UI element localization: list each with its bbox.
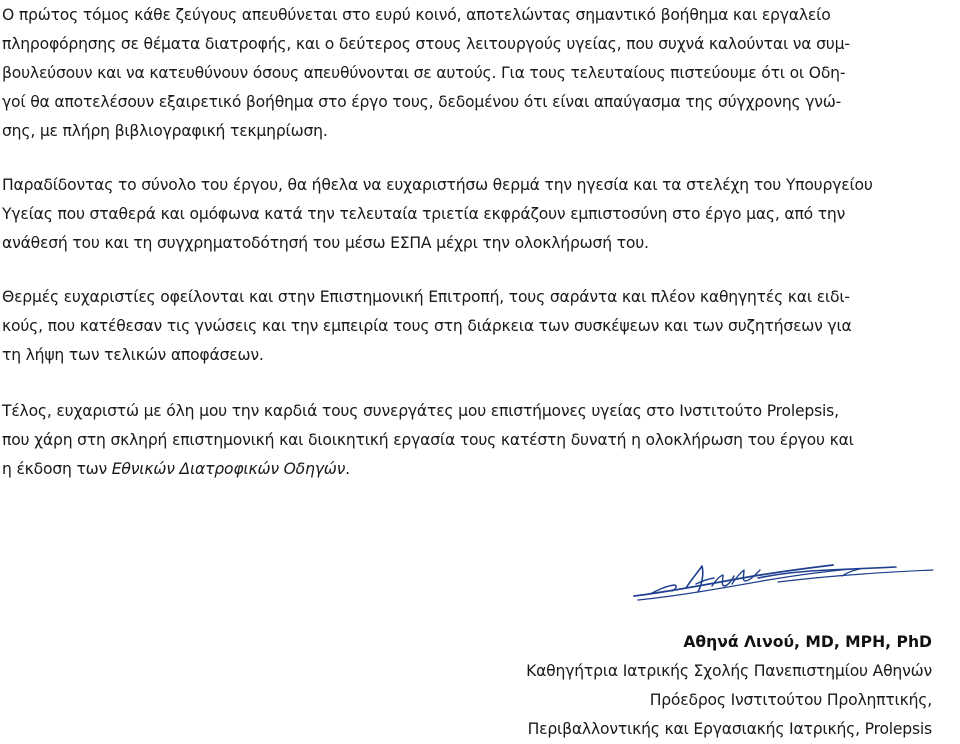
text-line: Ο πρώτος τόμος κάθε ζεύγους απευθύνεται στο ευρύ κοινό, αποτελώντας σημαντικό βοήθημα και εργαλείο	[2, 6, 831, 24]
signatory-name: Αθηνά Λινού, MD, MPH, PhD	[683, 633, 932, 651]
paragraph-ministry-thanks	[2, 171, 932, 258]
text-line: σης, με πλήρη βιβλιογραφική τεκμηρίωση.	[2, 122, 328, 140]
text-line: Θερμές ευχαριστίες οφείλονται και στην Επιστημονική Επιτροπή, τους σαράντα και πλέον καθηγητές και ειδι-	[2, 288, 850, 306]
text-line: που χάρη στη σκληρή επιστημονική και διοικητική εργασία τους κατέστη δυνατή η ολοκλήρωση του έργου και	[2, 431, 854, 449]
paragraph-committee-thanks	[2, 283, 932, 370]
signatory-block	[526, 628, 932, 744]
text-line	[2, 455, 932, 484]
text-line: Τέλος, ευχαριστώ με όλη μου την καρδιά τους συνεργάτες μου επιστήμονες υγείας στο Ινστιτούτο Prolepsis,	[2, 402, 839, 420]
signatory-title-line: Καθηγήτρια Ιατρικής Σχολής Πανεπιστημίου Αθηνών	[526, 662, 932, 680]
text-line: τη λήψη των τελικών αποφάσεων.	[2, 346, 264, 364]
text-line: Παραδίδοντας το σύνολο του έργου, θα ήθελα να ευχαριστήσω θερμά την ηγεσία και τα στελέχη του Υπουργείου	[2, 176, 873, 194]
text-segment: η έκδοση των	[2, 460, 112, 478]
text-line: γοί θα αποτελέσουν εξαιρετικό βοήθημα στο έργο τους, δεδομένου ότι είναι απαύγασμα της σύγχρονης γνώ-	[2, 93, 842, 111]
text-line: βουλεύσουν και να κατευθύνουν όσους απευθύνονται σε αυτούς. Για τους τελευταίους πιστεύουμε ότι οι Οδη-	[2, 64, 846, 82]
text-segment: .	[345, 460, 350, 478]
handwritten-signature	[628, 540, 946, 610]
paragraph-intro	[2, 1, 932, 146]
text-line: κούς, που κατέθεσαν τις γνώσεις και την εμπειρία τους στη διάρκεια των συσκέψεων και των συζητήσεων για	[2, 317, 852, 335]
text-line: πληροφόρησης σε θέματα διατροφής, και ο δεύτερος στους λειτουργούς υγείας, που συχνά καλούνται να συμ-	[2, 35, 850, 53]
text-line: ανάθεσή του και τη συγχρηματοδότησή του μέσω ΕΣΠΑ μέχρι την ολοκλήρωσή του.	[2, 234, 649, 252]
signatory-title-line: Περιβαλλοντικής και Εργασιακής Ιατρικής, Prolepsis	[527, 720, 932, 738]
paragraph-team-thanks	[2, 397, 932, 484]
text-line: Υγείας που σταθερά και ομόφωνα κατά την τελευταία τριετία εκφράζουν εμπιστοσύνη στο έργο μας, από την	[2, 205, 846, 223]
guides-title: Εθνικών Διατροφικών Οδηγών	[111, 460, 346, 478]
signatory-title-line: Πρόεδρος Ινστιτούτου Προληπτικής,	[649, 691, 932, 709]
